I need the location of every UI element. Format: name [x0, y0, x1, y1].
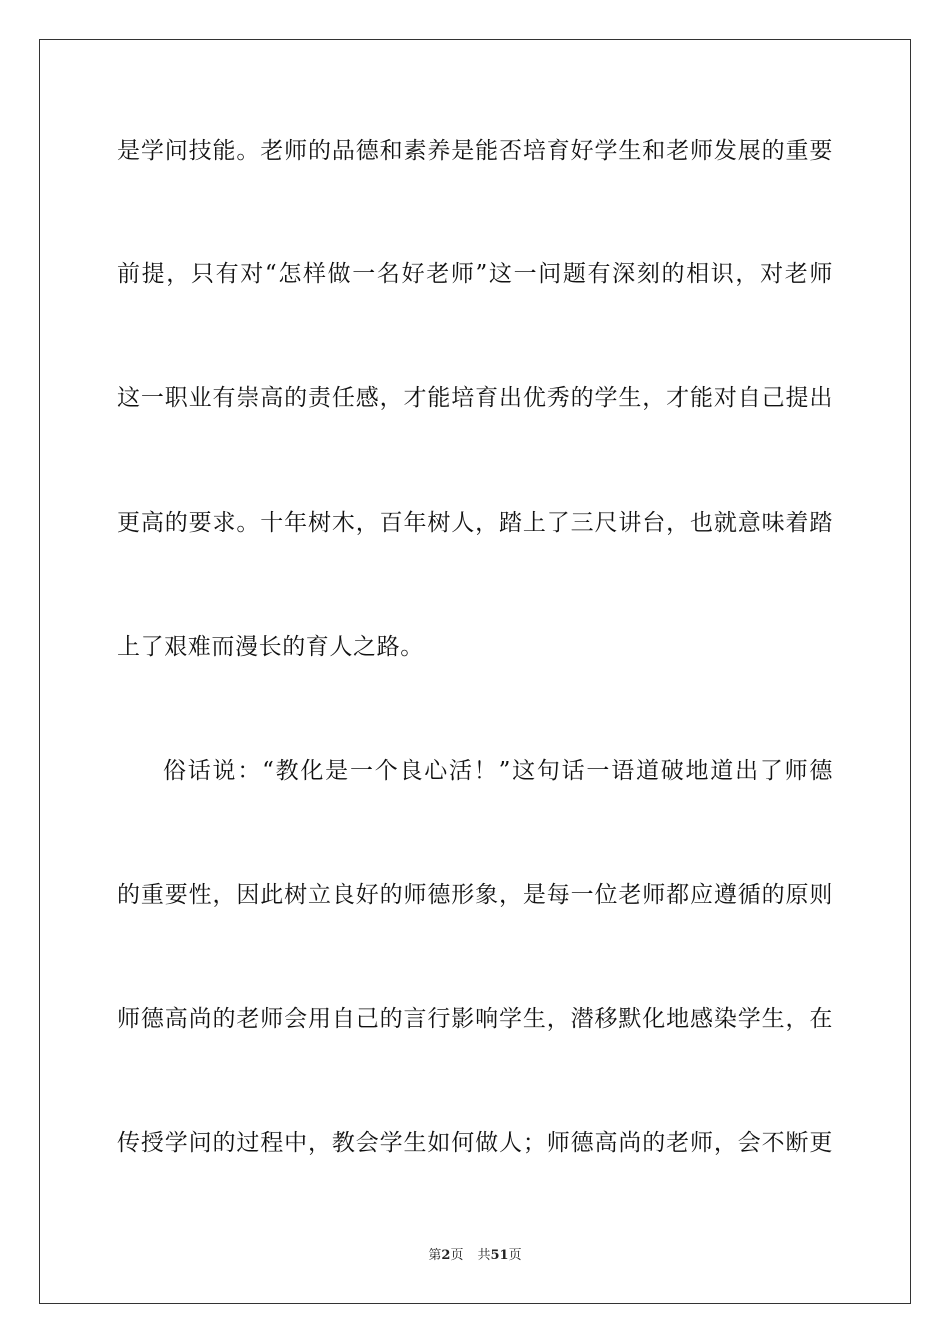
body-line-5: 上了艰难而漫长的育人之路。: [117, 634, 424, 660]
body-line-8: 师德高尚的老师会用自己的言行影响学生，潜移默化地感染学生，在: [117, 1006, 833, 1032]
footer-total-prefix: 共: [477, 1248, 491, 1263]
body-line-7: 的重要性，因此树立良好的师德形象，是每一位老师都应遵循的原则: [117, 882, 833, 908]
body-line-6: 俗话说：“教化是一个良心活！”这句话一语道破地道出了师德: [163, 758, 833, 784]
footer-page-prefix: 第: [428, 1248, 442, 1263]
footer-total-suffix: 页: [508, 1248, 522, 1263]
footer-page-suffix: 页: [450, 1248, 464, 1263]
body-line-9: 传授学问的过程中，教会学生如何做人；师德高尚的老师，会不断更: [117, 1130, 833, 1156]
body-line-3: 这一职业有崇高的责任感，才能培育出优秀的学生，才能对自己提出: [117, 385, 833, 411]
body-line-1: 是学问技能。老师的品德和素养是能否培育好学生和老师发展的重要: [117, 138, 833, 164]
body-line-4: 更高的要求。十年树木，百年树人，踏上了三尺讲台，也就意味着踏: [117, 510, 833, 536]
page-border: [39, 39, 911, 1304]
footer-page-number: 2: [441, 1248, 451, 1263]
body-line-2: 前提，只有对“怎样做一名好老师”这一问题有深刻的相识，对老师: [117, 261, 833, 287]
page-footer: [0, 1247, 950, 1265]
footer-total-pages: 51: [490, 1248, 509, 1263]
